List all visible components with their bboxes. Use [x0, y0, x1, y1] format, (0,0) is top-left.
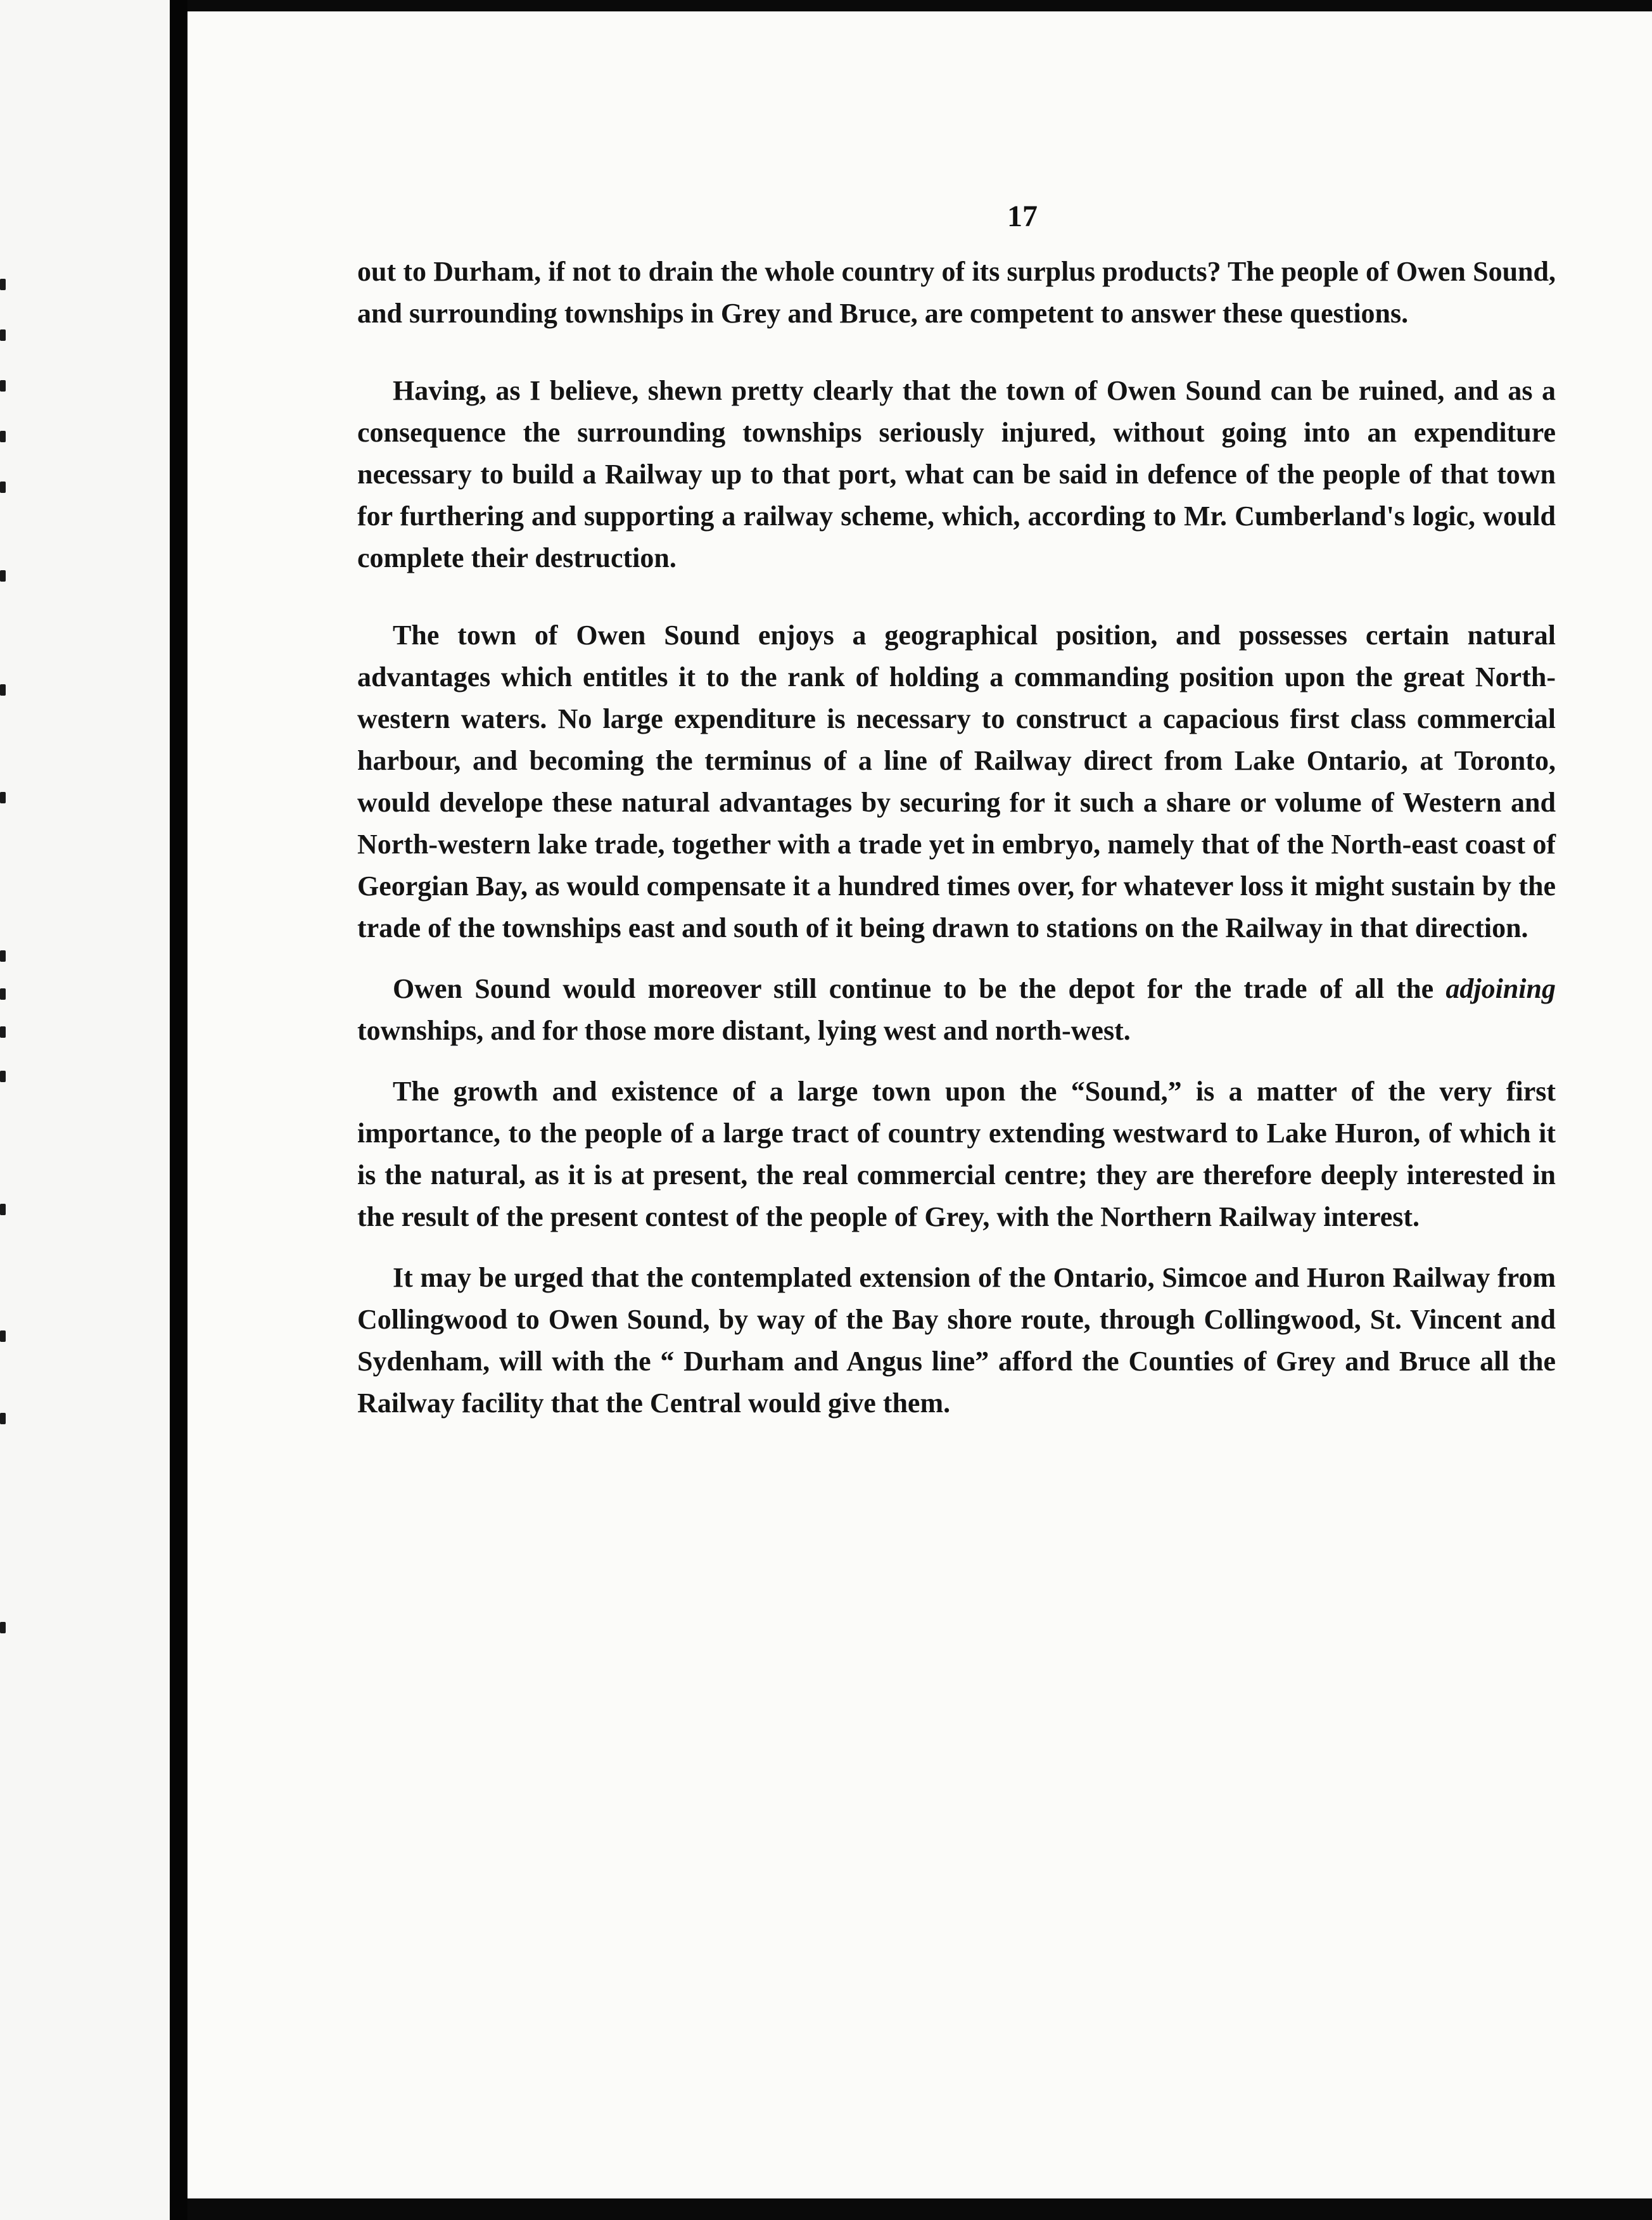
- paragraph-having-shewn: Having, as I believe, shewn pretty clearly that the town of Owen Sound can be ruined, and as a consequence the surrounding townships seriously injured, without going into an expenditure necessary to build a Railway up to that port, what can be said in defence of the people of that town for furthering and supporting a railway scheme, which, according to Mr. Cumberland's logic, would complete their destruction.: [357, 375, 1556, 573]
- print-bleed-mark: [0, 1026, 6, 1038]
- print-bleed-mark: [0, 482, 6, 493]
- print-bleed-mark: [0, 1204, 6, 1215]
- body-text: [357, 251, 1556, 1443]
- paragraph-depot-before: Owen Sound would moreover still continue to be the depot for the trade of all the: [393, 973, 1446, 1004]
- paragraph-may-be-urged: It may be urged that the contemplated extension of the Ontario, Simcoe and Huron Railway from Collingwood to Owen Sound, by way of the Bay shore route, through Collingwood, St. Vincent and Sydenham, will with the “ Durham and Angus line” afford the Counties of Grey and Bruce all the Railway facility that the Central would give them.: [357, 1262, 1556, 1419]
- book-gutter: [170, 0, 187, 2220]
- paragraph-depot-emphasis: adjoining: [1446, 973, 1556, 1004]
- print-bleed-mark: [0, 1330, 6, 1342]
- print-bleed-mark: [0, 570, 6, 582]
- paragraph-growth: The growth and existence of a large town upon the “Sound,” is a matter of the very first importance, to the people of a large tract of country extending westward to Lake Huron, of which it is the natural, as it is at present, the real commercial centre; they are therefore deeply interested in the result of the present contest of the people of Grey, with the Northern Railway interest.: [357, 1076, 1556, 1232]
- paragraph-continuation: out to Durham, if not to drain the whole country of its surplus products? The people of Owen Sound, and surrounding townships in Grey and Bruce, are competent to answer these questions.: [357, 256, 1556, 329]
- print-bleed-mark: [0, 329, 6, 341]
- print-bleed-mark: [0, 988, 6, 1000]
- paragraph-depot-after: townships, and for those more distant, lying west and north-west.: [357, 1015, 1131, 1046]
- paragraph-geographical-position: The town of Owen Sound enjoys a geographical position, and possesses certain natural advantages which entitles it to the rank of holding a commanding position upon the great North-western waters. No large expenditure is necessary to construct a capacious first class commercial harbour, and becoming the terminus of a line of Railway direct from Lake Ontario, at Toronto, would develope these natural advantages by securing for it such a share or volume of Western and North-western lake trade, together with a trade yet in embryo, namely that of the North-east coast of Georgian Bay, as would compensate it a hundred times over, for whatever loss it might sustain by the trade of the townships east and south of it being drawn to stations on the Railway in that direction.: [357, 620, 1556, 943]
- facing-page-edge: [0, 0, 170, 2220]
- book-page: [187, 11, 1652, 2198]
- print-bleed-mark: [0, 1413, 6, 1424]
- print-bleed-mark: [0, 950, 6, 962]
- print-bleed-mark: [0, 1622, 6, 1633]
- print-bleed-mark: [0, 380, 6, 392]
- page-number: 17: [1007, 200, 1038, 233]
- print-bleed-mark: [0, 1071, 6, 1082]
- print-bleed-mark: [0, 684, 6, 696]
- print-bleed-mark: [0, 431, 6, 442]
- print-bleed-mark: [0, 279, 6, 290]
- page-content: [187, 11, 1652, 2198]
- paragraph-depot: [357, 968, 1556, 1052]
- print-bleed-mark: [0, 792, 6, 803]
